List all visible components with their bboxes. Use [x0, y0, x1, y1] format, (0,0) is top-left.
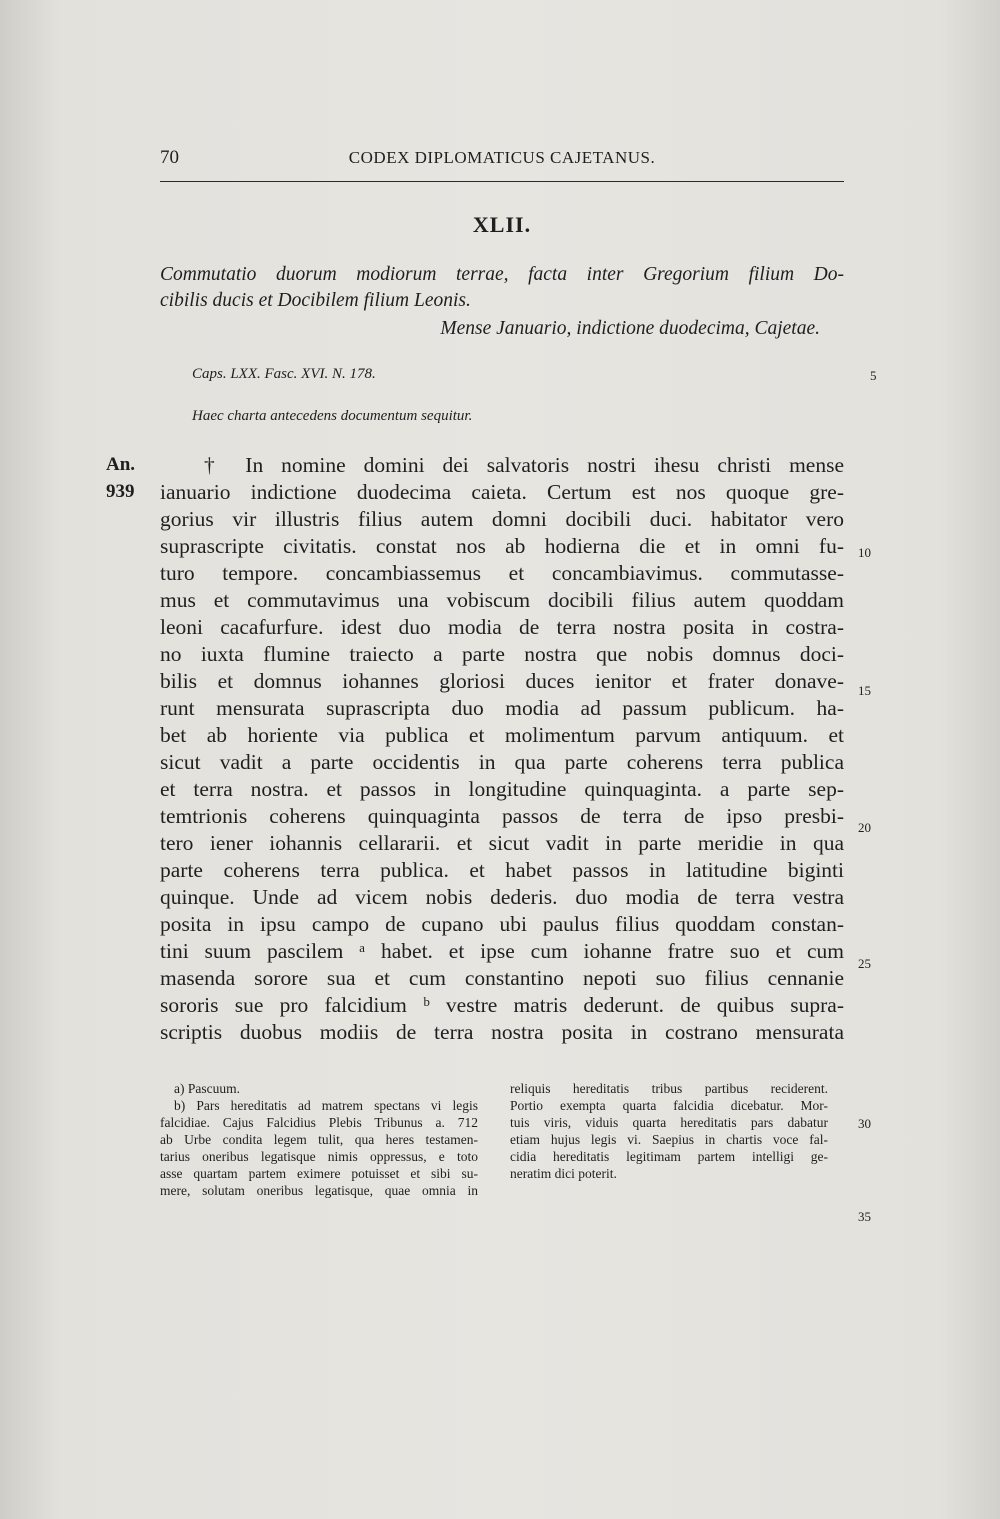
document-summary — [160, 262, 844, 314]
text-line: et terra nostra. et passos in longitudine quinquaginta. a parte sep- — [160, 777, 844, 801]
text-line: ianuario indictione duodecima caieta. Certum est nos quoque gre- — [160, 480, 844, 504]
text-line: no iuxta flumine traiecto a parte nostra que nobis domnus doci- — [160, 642, 844, 666]
footnote-line: mere, solutam oneribus legatisque, quae omnia in — [160, 1183, 478, 1198]
footnote-line: reliquis hereditatis tribus partibus reciderent. — [510, 1081, 828, 1096]
footnote-line: asse quartam partem eximere potuisset et sibi su- — [160, 1166, 478, 1181]
text-line: tini suum pascilem ᵃ habet. et ipse cum iohanne fratre suo et cum — [160, 939, 844, 963]
margin-anno-label: An. — [106, 454, 136, 475]
header-rule — [160, 181, 844, 182]
page-number: 70 — [160, 147, 179, 168]
text-line: bilis et domnus iohannes gloriosi duces ienitor et frater donave- — [160, 669, 844, 693]
line-number: 5 — [870, 368, 877, 383]
line-number: 10 — [858, 545, 871, 560]
text-line: sicut vadit a parte occidentis in qua parte coherens terra publica — [160, 750, 844, 774]
text-line: mus et commutavimus una vobiscum docibili filius autem quoddam — [160, 588, 844, 612]
margin-year: 939 — [106, 481, 135, 502]
preceding-note: Haec charta antecedens documentum sequitur. — [192, 408, 473, 424]
text-line: quinque. Unde ad vicem nobis dederis. duo modia de terra vestra — [160, 885, 844, 909]
text-line: tero iener iohannis cellararii. et sicut vadit in parte meridie in qua — [160, 831, 844, 855]
footnote-line: etiam hujus legis vi. Saepius in chartis voce fal- — [510, 1132, 828, 1147]
text-line: temtrionis coherens quinquaginta passos de terra de ipso presbi- — [160, 804, 844, 828]
footnotes-right-column — [510, 1080, 828, 1182]
document-number: XLII. — [472, 212, 532, 237]
text-line: parte coherens terra publica. et habet passos in latitudine biginti — [160, 858, 844, 882]
footnote-line: tuis viris, viduis quarta hereditatis pars dabatur — [510, 1115, 828, 1130]
line-number: 30 — [858, 1116, 871, 1131]
footnote-line: a) Pascuum. — [174, 1081, 240, 1096]
line-number: 25 — [858, 956, 871, 971]
charter-text — [160, 452, 844, 1046]
text-line: leoni cacafurfure. idest duo modia de terra nostra posita in costra- — [160, 615, 844, 639]
text-line: † In nomine domini dei salvatoris nostri ihesu christi mense — [204, 453, 844, 477]
footnote-line: neratim dici poterit. — [510, 1166, 617, 1181]
line-number: 15 — [858, 683, 871, 698]
summary-line: Commutatio duorum modiorum terrae, facta inter Gregorium filium Do- — [160, 264, 844, 285]
text-line: turo tempore. concambiassemus et concambiavimus. commutasse- — [160, 561, 844, 585]
running-header — [160, 147, 844, 171]
footnote-line: tarius oneribus legatisque nimis oppressus, e toto — [160, 1149, 478, 1164]
text-line: posita in ipsu campo de cupano ubi paulus filius quoddam constan- — [160, 912, 844, 936]
text-line: sororis sue pro falcidium ᵇ vestre matris dederunt. de quibus supra- — [160, 993, 844, 1017]
footnote-line: falcidiae. Cajus Falcidius Plebis Tribunus a. 712 — [160, 1115, 478, 1130]
text-line: masenda sorore sua et cum constantino nepoti suo filius cennanie — [160, 966, 844, 990]
summary-line: cibilis ducis et Docibilem filium Leonis. — [160, 290, 471, 311]
text-line: bet ab horiente via publica et molimentum parvum antiquum. et — [160, 723, 844, 747]
footnote-line: Portio exempta quarta falcidia dicebatur. Mor- — [510, 1098, 828, 1113]
text-line: runt mensurata suprascripta duo modia ad passum publicum. ha- — [160, 696, 844, 720]
text-line: gorius vir illustris filius autem domni docibili duci. habitator vero — [160, 507, 844, 531]
dateline: Mense Januario, indictione duodecima, Cajetae. — [440, 318, 820, 339]
footnote-line: ab Urbe condita legem tulit, qua heres testamen- — [160, 1132, 478, 1147]
line-number: 35 — [858, 1209, 871, 1224]
text-line: scriptis duobus modiis de terra nostra posita in costrano mensurata — [160, 1020, 844, 1044]
line-number: 20 — [858, 820, 871, 835]
archive-reference: Caps. LXX. Fasc. XVI. N. 178. — [192, 366, 376, 382]
footnote-line: cidia hereditatis legitimam partem intelligi ge- — [510, 1149, 828, 1164]
footnotes-left-column — [160, 1080, 478, 1199]
text-line: suprascripte civitatis. constat nos ab hodierna die et in omni fu- — [160, 534, 844, 558]
running-title: CODEX DIPLOMATICUS CAJETANUS. — [348, 148, 656, 167]
footnote-line: b) Pars hereditatis ad matrem spectans vi legis — [174, 1098, 478, 1113]
